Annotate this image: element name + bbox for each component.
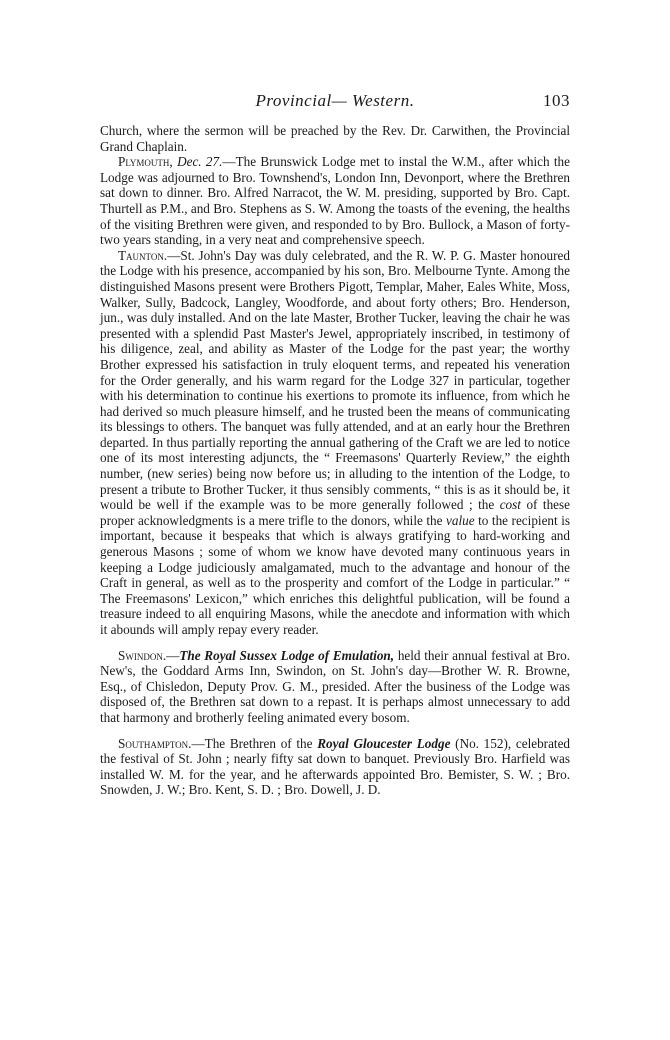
paragraph-taunton <box>100 248 570 638</box>
place-heading: Plymouth, <box>118 154 173 170</box>
paragraph-text: —The Brunswick Lodge met to instal the W.M., after which the Lodge was adjourned to Bro. Townshend's, London Inn, Devonport, where the Brethren sat down to dinner. Bro. Alfred Narracot, the W. M. presiding, supported by Bro. Capt. Thurtell as P.M., and Bro. Stephens as S. W. Among the toasts of the evening, the healths of the visiting Brethren were given, and responded to by Bro. Bullock, a Mason of forty-two years standing, in a very neat and comprehensive speech. <box>100 154 571 248</box>
document-page <box>100 93 570 798</box>
date: Dec. 27. <box>177 154 223 170</box>
page-title: Provincial— Western. <box>255 91 415 110</box>
paragraph-southampton <box>100 736 570 798</box>
page-number: 103 <box>543 91 570 110</box>
place-heading: Southampton. <box>118 735 192 751</box>
place-heading: Taunton. <box>118 247 168 263</box>
paragraph-text: of these proper acknowledgments is a mere trifle to the donors, while the <box>100 497 570 528</box>
paragraph-text: Church, where the sermon will be preached by the Rev. Dr. Carwithen, the Provincial Grand Chaplain. <box>100 123 570 154</box>
paragraph-church <box>100 123 570 154</box>
paragraph-text: —St. John's Day was duly celebrated, and the R. W. P. G. Master honoured the Lodge with his presence, accompanied by his son, Bro. Melbourne Tynte. Among the distinguished Masons present were Brothers Pigott, Templar, Maher, Eales White, Moss, Walker, Sully, Badcock, Langley, Woodforde, and about forty others; Bro. Henderson, jun., was duly installed. And on the late Master, Brother Tucker, leaving the chair he was presented with a splendid Past Master's Jewel, appropriately inscribed, in testimony of his diligence, zeal, and ability as Master of the Lodge for the past year; the worthy Brother expressed his satisfaction in truly eloquent terms, and repeated his veneration for the Order generally, and his warm regard for the Lodge 327 in particular, together with his determination to continue his exertions to promote its influence, from which he had derived so much pleasure himself, and he trusted been the means of communicating its blessings to others. The banquet was fully attended, and at an early hour the Brethren departed. In thus partially reporting the annual gathering of the Craft we are led to notice one of its most interesting adjuncts, the “ Freemasons' Quarterly Review,” the eighth number, (new series) being now before us; in alluding to the intention of the Lodge, to present a tribute to Brother Tucker, it thus sensibly comments, “ this is as it should be, it would be well if the example was to be more generally followed ; the <box>100 247 570 513</box>
paragraph-text: to the recipient is important, because it bespeaks that which is always gratifying to hard-working and generous Masons ; some of whom we know have devoted many continuous years in keeping a Lodge judiciously amalgamated, much to the advantage and honour of the Craft in general, as well as to the prosperity and comfort of the Lodge in particular.” “ The Freemasons' Lexicon,” which enriches this delightful publication, will be found a treasure indeed to all enquiring Masons, while the anecdote and information with which it abounds will amply repay every reader. <box>100 512 571 637</box>
paragraph-text: (No. 152), celebrated the festival of St. John ; nearly fifty sat down to banquet. Previously Bro. Harfield was installed W. M. for the year, and he afterwards appointed Bro. Bemister, S. W. ; Bro. Snowden, J. W.; Bro. Kent, S. D. ; Bro. Dowell, J. D. <box>100 735 571 798</box>
paragraph-text: held their annual festival at Bro. New's, the Goddard Arms Inn, Swindon, on St. John's day—Brother W. R. Browne, Esq., of Chisledon, Deputy Prov. G. M., presided. After the business of the Lodge was disposed of, the Brethren sat down to a repast. It is perhaps almost unnecessary to add that harmony and brotherly feeling animated every bosom. <box>100 647 570 725</box>
paragraph-plymouth <box>100 154 570 248</box>
lodge-name: Royal Gloucester Lodge <box>317 735 451 751</box>
lodge-name: The Royal Sussex Lodge of Emulation, <box>179 647 395 663</box>
emphasis-cost: cost <box>499 497 521 513</box>
place-heading: Swindon. <box>118 647 167 663</box>
paragraph-swindon <box>100 648 570 726</box>
running-header <box>100 93 570 115</box>
dash: — <box>166 647 180 663</box>
emphasis-value: value <box>446 512 475 528</box>
paragraph-text: —The Brethren of the <box>191 735 313 751</box>
